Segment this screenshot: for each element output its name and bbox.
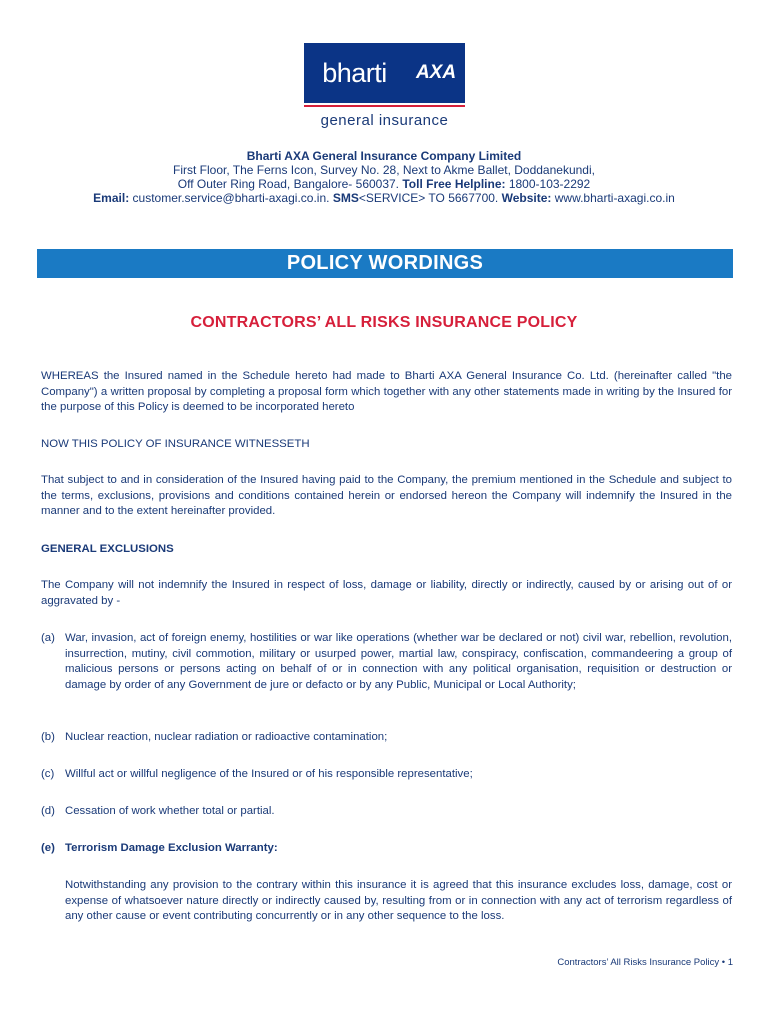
tollfree-number[interactable]: 1800-103-2292: [508, 177, 591, 191]
exclusion-text: Terrorism Damage Exclusion Warranty:: [65, 842, 278, 854]
subject-paragraph: That subject to and in consideration of the Insured having paid to the Company, the premium mentioned in the Schedule and subject to the terms, exclusions, provisions and conditions contained herein or endorsed hereon the Company will indemnify the Insured in the manner and to the extent hereinafter provided.: [41, 474, 732, 517]
website-link[interactable]: www.bharti-axagi.co.in: [554, 191, 675, 205]
website-label: Website:: [501, 191, 552, 205]
general-exclusions-intro: The Company will not indemnify the Insured in respect of loss, damage or liability, directly or indirectly, caused by or arising out of or aggravated by -: [41, 579, 732, 607]
address-line-1: First Floor, The Ferns Icon, Survey No. 28, Next to Akme Ballet, Doddanekundi,: [173, 163, 595, 177]
company-logo: [304, 43, 465, 129]
exclusion-item: [41, 841, 732, 857]
tollfree-label: Toll Free Helpline:: [402, 177, 506, 191]
logo-brand-right: AXA: [407, 43, 465, 103]
exclusion-label: (e): [41, 842, 55, 854]
email-label: Email:: [93, 191, 130, 205]
exclusion-text: Nuclear reaction, nuclear radiation or radioactive contamination;: [65, 731, 388, 743]
exclusion-text: Cessation of work whether total or partial.: [65, 805, 275, 817]
exclusion-label: (b): [41, 731, 55, 743]
exclusion-item: [41, 804, 732, 820]
logo-box: [304, 43, 465, 103]
exclusion-item: [41, 730, 732, 746]
policy-wordings-banner: POLICY WORDINGS: [37, 249, 733, 278]
logo-tagline: general insurance: [320, 112, 449, 129]
general-exclusions-heading: GENERAL EXCLUSIONS: [41, 543, 174, 555]
terrorism-exclusion-text: Notwithstanding any provision to the contrary within this insurance it is agreed that this insurance excludes loss, damage, cost or expense of whatsoever nature directly or indirectly caused by, resulting from or in connection with any act of terrorism regardless of any other cause or event contributing concurrently or in any other sequence to the loss.: [65, 879, 732, 922]
exclusion-label: (c): [41, 768, 55, 780]
company-address-block: [0, 149, 768, 205]
whereas-paragraph: WHEREAS the Insured named in the Schedule hereto had made to Bharti AXA General Insurance Co. Ltd. (hereinafter called "the Company") a written proposal by completing a proposal form which together with any other statements made in writing by the Insured for the purpose of this Policy is deemed to be incorporated hereto: [41, 370, 732, 413]
email-link[interactable]: customer.service@bharti-axagi.co.in.: [132, 191, 330, 205]
exclusion-label: (a): [41, 632, 55, 644]
witnesseth-paragraph: NOW THIS POLICY OF INSURANCE WITNESSETH: [41, 438, 310, 450]
contact-line: [0, 191, 768, 205]
page-footer: Contractors’ All Risks Insurance Policy • 1: [557, 957, 733, 968]
document-title: CONTRACTORS’ ALL RISKS INSURANCE POLICY: [190, 314, 578, 331]
logo-underline: [304, 105, 465, 107]
sms-label: SMS: [332, 191, 359, 205]
address-line-2: Off Outer Ring Road, Bangalore- 560037. Toll Free Helpline: 1800-103-2292: [177, 177, 591, 191]
exclusion-item: [41, 767, 732, 783]
exclusion-item: [41, 631, 732, 693]
logo-brand-left: bharti: [304, 43, 405, 103]
exclusion-label: (d): [41, 805, 55, 817]
exclusion-text: War, invasion, act of foreign enemy, hostilities or war like operations (whether war be declared or not) civil war, rebellion, revolution, insurrection, mutiny, civil commotion, military or usurped power, martial law, conspiracy, confiscation, commandeering a group of malicious persons or persons acting on behalf of or in connection with any political organisation, requisition or destruction or damage by order of any Government de jure or defacto or by any Public, Municipal or Local Authority;: [65, 632, 732, 691]
exclusion-text: Willful act or willful negligence of the Insured or of his responsible representative;: [65, 768, 473, 780]
sms-text: <SERVICE> TO 5667700.: [358, 191, 499, 205]
company-name: Bharti AXA General Insurance Company Limited: [246, 149, 522, 163]
